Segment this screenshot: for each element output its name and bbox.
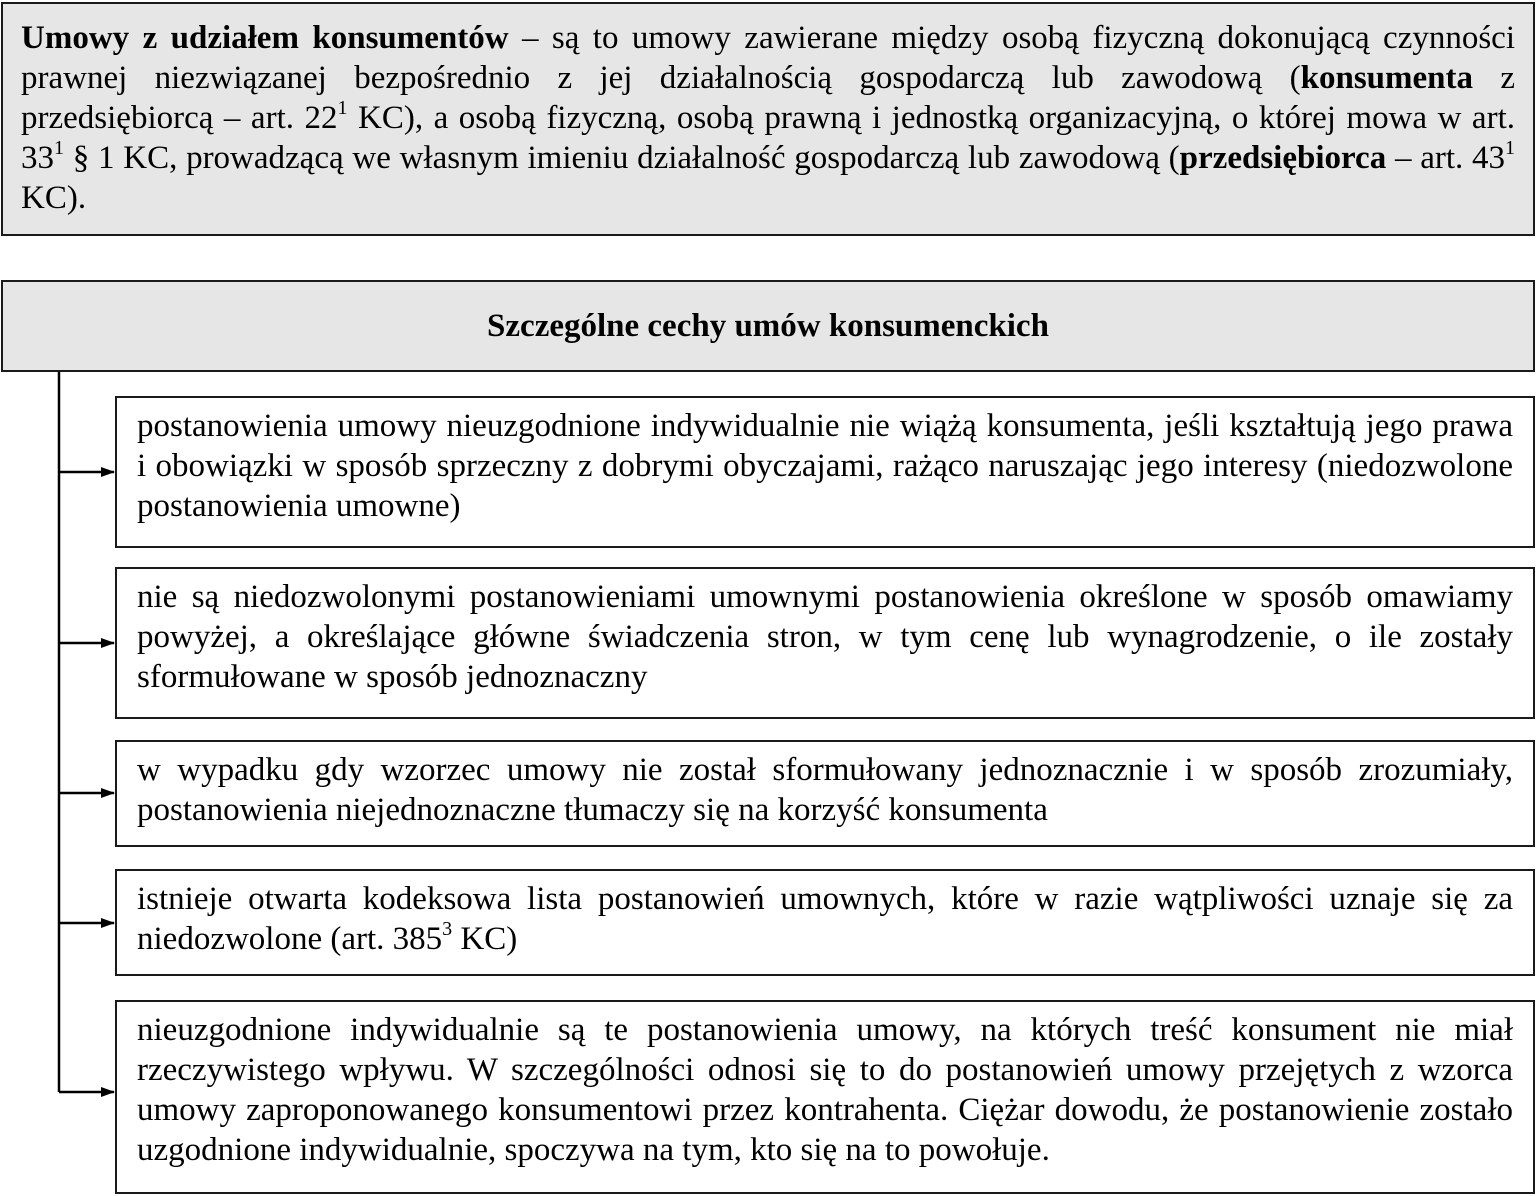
term-przedsiebiorca: przedsiębiorca xyxy=(1179,140,1387,176)
feature-text-part: KC) xyxy=(452,921,518,957)
superscript: 1 xyxy=(1505,137,1515,159)
feature-text xyxy=(137,879,1513,959)
feature-box-1 xyxy=(115,396,1535,548)
superscript: 1 xyxy=(54,137,64,159)
definition-text: – są to umowy zawierane między osobą fizyczną dokonującą czynności prawnej niezwiązanej bezpośrednio z jej działalnością gospodarczą lub zawodową ( xyxy=(21,20,1515,96)
superscript: 1 xyxy=(337,97,348,119)
feature-text-part: istnieje otwarta kodeksowa lista postanowień umownych, które w razie wątpliwości uznaje się za niedozwolone (art. 385 xyxy=(137,881,1513,957)
definition-text: KC). xyxy=(21,180,87,216)
features-title: Szczególne cechy umów konsumenckich xyxy=(487,307,1049,344)
feature-text: nieuzgodnione indywidualnie są te postanowienia umowy, na których treść konsument nie miał rzeczywistego wpływu. W szczególności odnosi się to do postanowień umowy przejętych z wzorca umowy zaproponowanego konsumentowi przez kontrahenta. Ciężar dowodu, że postanowienie zostało uzgodnione indywidualnie, spoczywa na tym, kto się na to powołuje. xyxy=(137,1012,1513,1168)
term-konsument: konsumenta xyxy=(1300,60,1473,96)
definition-term: Umowy z udziałem konsumentów xyxy=(21,20,509,56)
definition-text: KC), a osobą fizyczną, osobą prawną i jednostką organizacyjną, o której mowa w art. 33 xyxy=(21,100,1515,176)
definition-text: z przedsiębiorcą – art. 22 xyxy=(21,60,1515,136)
feature-text: w wypadku gdy wzorzec umowy nie został sformułowany jednoznacznie i w sposób zrozumiały, postanowienia niejednoznaczne tłumaczy się na korzyść konsumenta xyxy=(137,752,1513,828)
feature-text: nie są niedozwolonymi postanowieniami umownymi postanowienia określone w sposób omawiamy powyżej, a określające główne świadczenia stron, w tym cenę lub wynagrodzenie, o ile zostały sformułowane w sposób jednoznaczny xyxy=(137,579,1513,695)
feature-box-2 xyxy=(115,567,1535,719)
feature-box-4 xyxy=(115,869,1535,976)
feature-box-5 xyxy=(115,1000,1535,1194)
feature-box-3 xyxy=(115,740,1535,847)
definition-text: – art. 43 xyxy=(1386,140,1505,176)
definition-text: § 1 KC, prowadzącą we własnym imieniu działalność gospodarczą lub zawodową ( xyxy=(64,140,1180,176)
feature-text: postanowienia umowy nieuzgodnione indywidualnie nie wiążą konsumenta, jeśli kształtują jego prawa i obowiązki w sposób sprzeczny z dobrymi obyczajami, rażąco naruszając jego interesy (niedozwolone postanowienia umowne) xyxy=(137,408,1513,524)
superscript: 3 xyxy=(442,918,453,940)
